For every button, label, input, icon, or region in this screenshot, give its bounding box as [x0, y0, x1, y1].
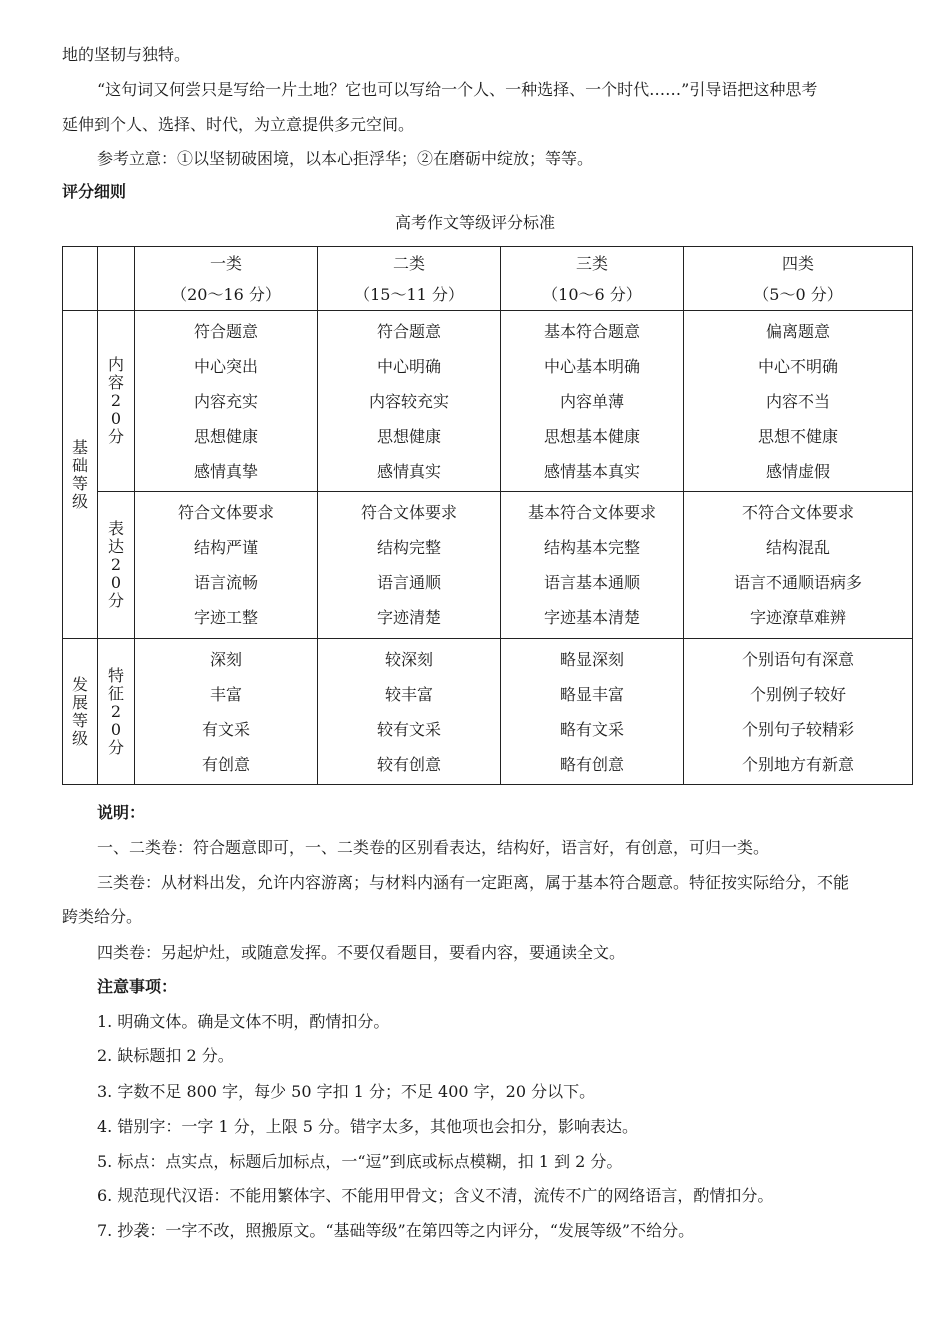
note-1: 一、二类卷：符合题意即可，一、二类卷的区别看表达，结构好，语言好，有创意，可归一类。	[97, 838, 770, 857]
table-row-expression	[63, 492, 913, 639]
intro-line-3: 延伸到个人、选择、时代，为立意提供多元空间。	[62, 115, 415, 134]
table-caption: 高考作文等级评分标准	[394, 213, 555, 232]
intro-line-4: 参考立意：①以坚韧破困境，以本心拒浮华；②在磨砺中绽放；等等。	[97, 149, 594, 168]
expression-cell-class-3: 基本符合文体要求 结构基本完整 语言基本通顺 字迹基本清楚	[501, 492, 684, 639]
attention-item-4: 4. 错别字：一字 1 分，上限 5 分。错字太多，其他项也会扣分，影响表达。	[97, 1117, 639, 1136]
header-class-2: 二类 （15～11 分）	[318, 247, 501, 311]
expression-cell-class-4: 不符合文体要求 结构混乱 语言不通顺语病多 字迹潦草难辨	[684, 492, 913, 639]
feature-cell-class-2: 较深刻 较丰富 较有文采 较有创意	[318, 639, 501, 785]
content-cell-class-3: 基本符合题意 中心基本明确 内容单薄 思想基本健康 感情基本真实	[501, 311, 684, 492]
attention-title: 注意事项：	[97, 977, 178, 996]
attention-item-3: 3. 字数不足 800 字，每少 50 字扣 1 分；不足 400 字，20 分以下。	[97, 1082, 596, 1101]
content-cell-class-1: 符合题意 中心突出 内容充实 思想健康 感情真挚	[135, 311, 318, 492]
row-label-content: 内容20分	[98, 311, 135, 492]
intro-line-1: 地的坚韧与独特。	[62, 45, 191, 64]
feature-cell-class-4: 个别语句有深意 个别例子较好 个别句子较精彩 个别地方有新意	[684, 639, 913, 785]
notes-title: 说明：	[97, 803, 146, 822]
feature-cell-class-3: 略显深刻 略显丰富 略有文采 略有创意	[501, 639, 684, 785]
table-row-content	[63, 311, 913, 492]
note-3: 四类卷：另起炉灶，或随意发挥。不要仅看题目，要看内容，要通读全文。	[97, 943, 626, 962]
attention-item-2: 2. 缺标题扣 2 分。	[97, 1046, 234, 1065]
attention-item-6: 6. 规范现代汉语：不能用繁体字、不能用甲骨文；含义不清，流传不广的网络语言，酌情扣分。	[97, 1186, 774, 1205]
header-class-4: 四类 （5～0 分）	[684, 247, 913, 311]
expression-cell-class-1: 符合文体要求 结构严谨 语言流畅 字迹工整	[135, 492, 318, 639]
note-2-line-1: 三类卷：从材料出发，允许内容游离；与材料内涵有一定距离，属于基本符合题意。特征按实际给分，不能	[97, 873, 850, 892]
header-empty-cell	[98, 247, 135, 311]
content-cell-class-4: 偏离题意 中心不明确 内容不当 思想不健康 感情虚假	[684, 311, 913, 492]
expression-cell-class-2: 符合文体要求 结构完整 语言通顺 字迹清楚	[318, 492, 501, 639]
grading-table	[62, 246, 913, 785]
header-empty-cell	[63, 247, 98, 311]
intro-line-2: “这句词又何尝只是写给一片土地？它也可以写给一个人、一种选择、一个时代……”引导语把这种思考	[97, 80, 818, 99]
header-class-1: 一类 （20～16 分）	[135, 247, 318, 311]
group-development-level: 发展等级	[63, 639, 98, 785]
group-basic-level: 基础等级	[63, 311, 98, 639]
note-2-line-2: 跨类给分。	[62, 907, 143, 926]
row-label-feature: 特征20分	[98, 639, 135, 785]
content-cell-class-2: 符合题意 中心明确 内容较充实 思想健康 感情真实	[318, 311, 501, 492]
header-class-3: 三类 （10～6 分）	[501, 247, 684, 311]
table-row-feature	[63, 639, 913, 785]
table-header-row	[63, 247, 913, 311]
feature-cell-class-1: 深刻 丰富 有文采 有创意	[135, 639, 318, 785]
attention-item-5: 5. 标点：点实点，标题后加标点，一“逗”到底或标点模糊，扣 1 到 2 分。	[97, 1152, 623, 1171]
attention-item-1: 1. 明确文体。确是文体不明，酌情扣分。	[97, 1012, 390, 1031]
section-title: 评分细则	[62, 182, 127, 201]
attention-item-7: 7. 抄袭：一字不改，照搬原文。“基础等级”在第四等之内评分，“发展等级”不给分。	[97, 1221, 695, 1240]
row-label-expression: 表达20分	[98, 492, 135, 639]
